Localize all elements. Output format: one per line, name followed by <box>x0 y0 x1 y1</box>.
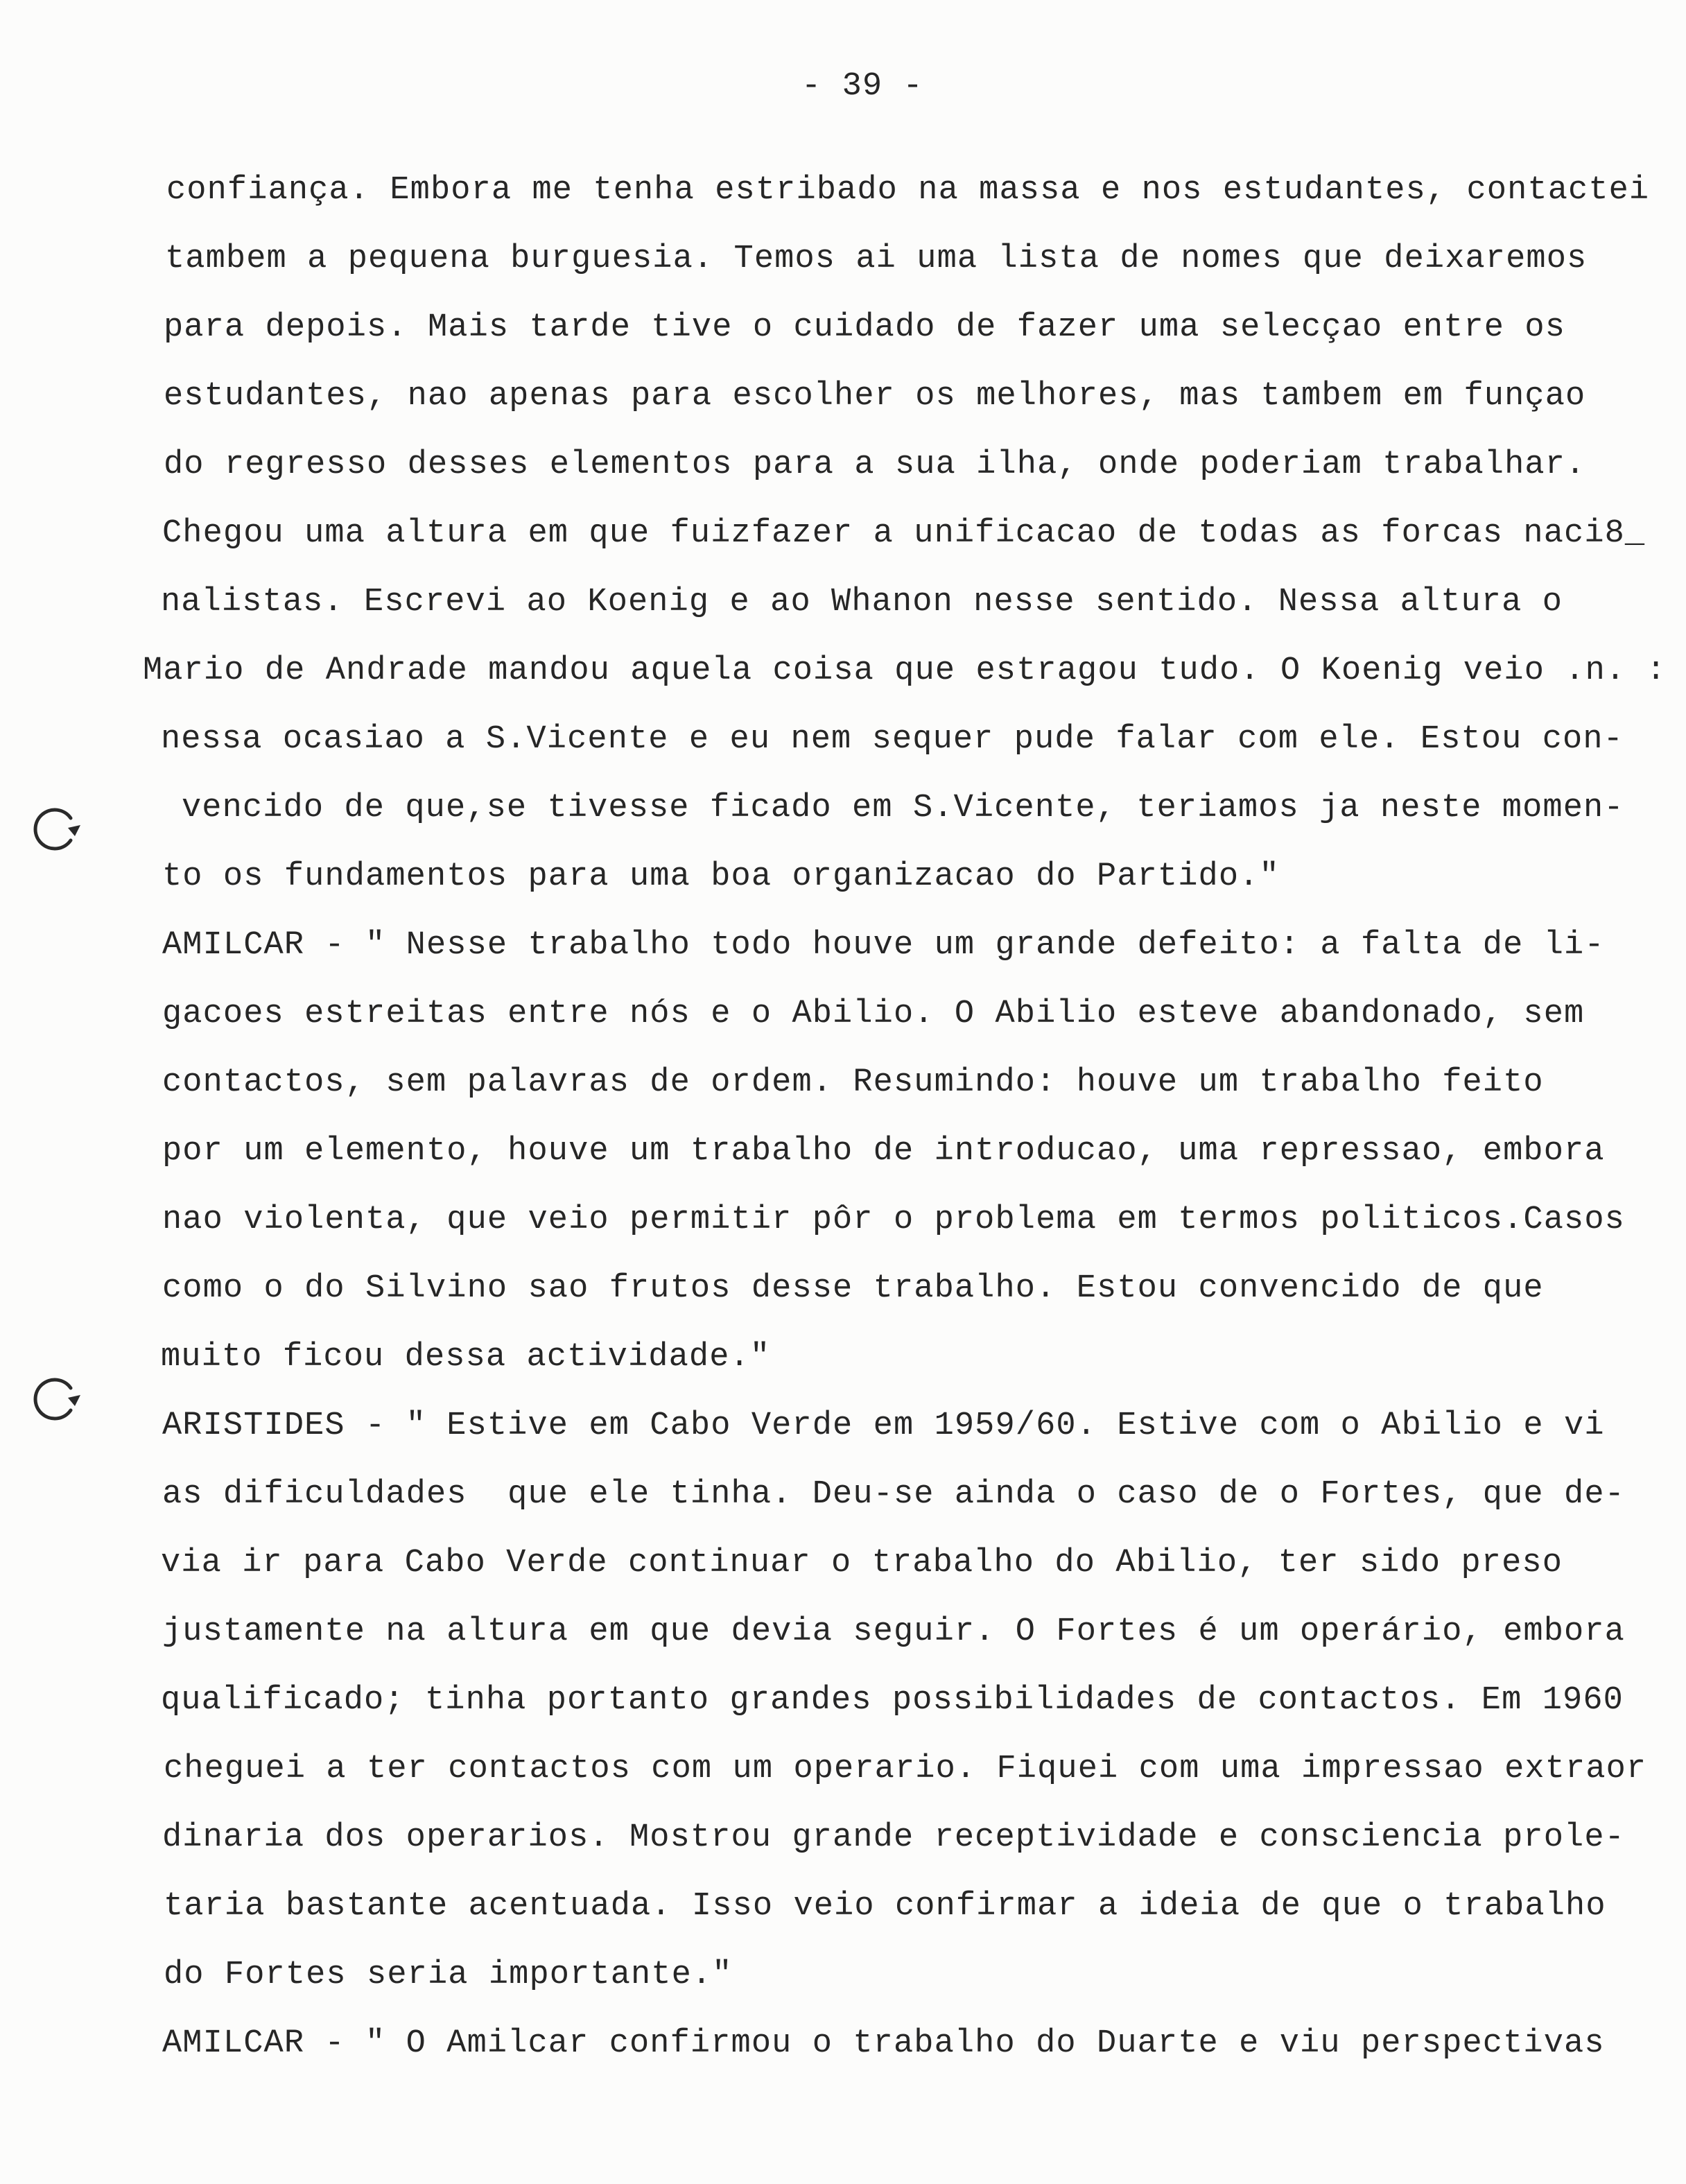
text-line: nao violenta, que veio permitir pôr o problema em termos politicos.Casos <box>162 1202 1625 1238</box>
text-line: estudantes, nao apenas para escolher os melhores, mas tambem em funçao <box>164 378 1586 415</box>
body-text <box>0 156 1686 2078</box>
text-line: justamente na altura em que devia seguir. O Fortes é um operário, embora <box>162 1613 1625 1650</box>
text-line: as dificuldades que ele tinha. Deu-se ainda o caso de o Fortes, que de- <box>162 1476 1625 1513</box>
text-line: qualificado; tinha portanto grandes possibilidades de contactos. Em 1960 <box>161 1682 1624 1719</box>
text-line: to os fundamentos para uma boa organizacao do Partido." <box>162 858 1280 895</box>
speaker-line: AMILCAR - " Nesse trabalho todo houve um grande defeito: a falta de li- <box>162 927 1605 964</box>
text-line: do regresso desses elementos para a sua ilha, onde poderiam trabalhar. <box>164 447 1586 483</box>
text-line: taria bastante acentuada. Isso veio confirmar a ideia de que o trabalho <box>164 1888 1606 1925</box>
text-line: tambem a pequena burguesia. Temos ai uma lista de nomes que deixaremos <box>165 241 1588 277</box>
text-line: contactos, sem palavras de ordem. Resumindo: houve um trabalho feito <box>162 1064 1544 1101</box>
text-line: para depois. Mais tarde tive o cuidado de fazer uma selecçao entre os <box>164 309 1566 346</box>
text-line: via ir para Cabo Verde continuar o trabalho do Abilio, ter sido preso <box>161 1545 1563 1581</box>
speaker-line: ARISTIDES - " Estive em Cabo Verde em 1959/60. Estive com o Abilio e vi <box>162 1407 1605 1444</box>
text-line: nalistas. Escrevi ao Koenig e ao Whanon nesse sentido. Nessa altura o <box>161 584 1563 621</box>
text-line: gacoes estreitas entre nós e o Abilio. O Abilio esteve abandonado, sem <box>162 996 1585 1032</box>
page-number: - 39 - <box>801 68 923 105</box>
text-line: nessa ocasiao a S.Vicente e eu nem sequer pude falar com ele. Estou con- <box>161 721 1624 758</box>
text-line: Mario de Andrade mandou aquela coisa que estragou tudo. O Koenig veio .n. : <box>143 652 1667 689</box>
text-line: por um elemento, houve um trabalho de introducao, uma repressao, embora <box>162 1133 1605 1170</box>
text-line: do Fortes seria importante." <box>164 1957 733 1993</box>
text-line: Chegou uma altura em que fuizfazer a unificacao de todas as forcas naci8_ <box>162 515 1646 552</box>
speaker-line: AMILCAR - " O Amilcar confirmou o trabalho do Duarte e viu perspectivas <box>162 2025 1605 2062</box>
text-line: como o do Silvino sao frutos desse trabalho. Estou convencido de que <box>162 1270 1544 1307</box>
text-line: muito ficou dessa actividade." <box>161 1339 771 1376</box>
text-line: vencido de que,se tivesse ficado em S.Vicente, teriamos ja neste momen- <box>182 790 1624 826</box>
text-line: confiança. Embora me tenha estribado na massa e nos estudantes, contactei <box>166 172 1650 209</box>
text-line: dinaria dos operarios. Mostrou grande receptividade e consciencia prole- <box>162 1819 1625 1856</box>
text-line: cheguei a ter contactos com um operario. Fiquei com uma impressao extraor <box>164 1751 1647 1787</box>
